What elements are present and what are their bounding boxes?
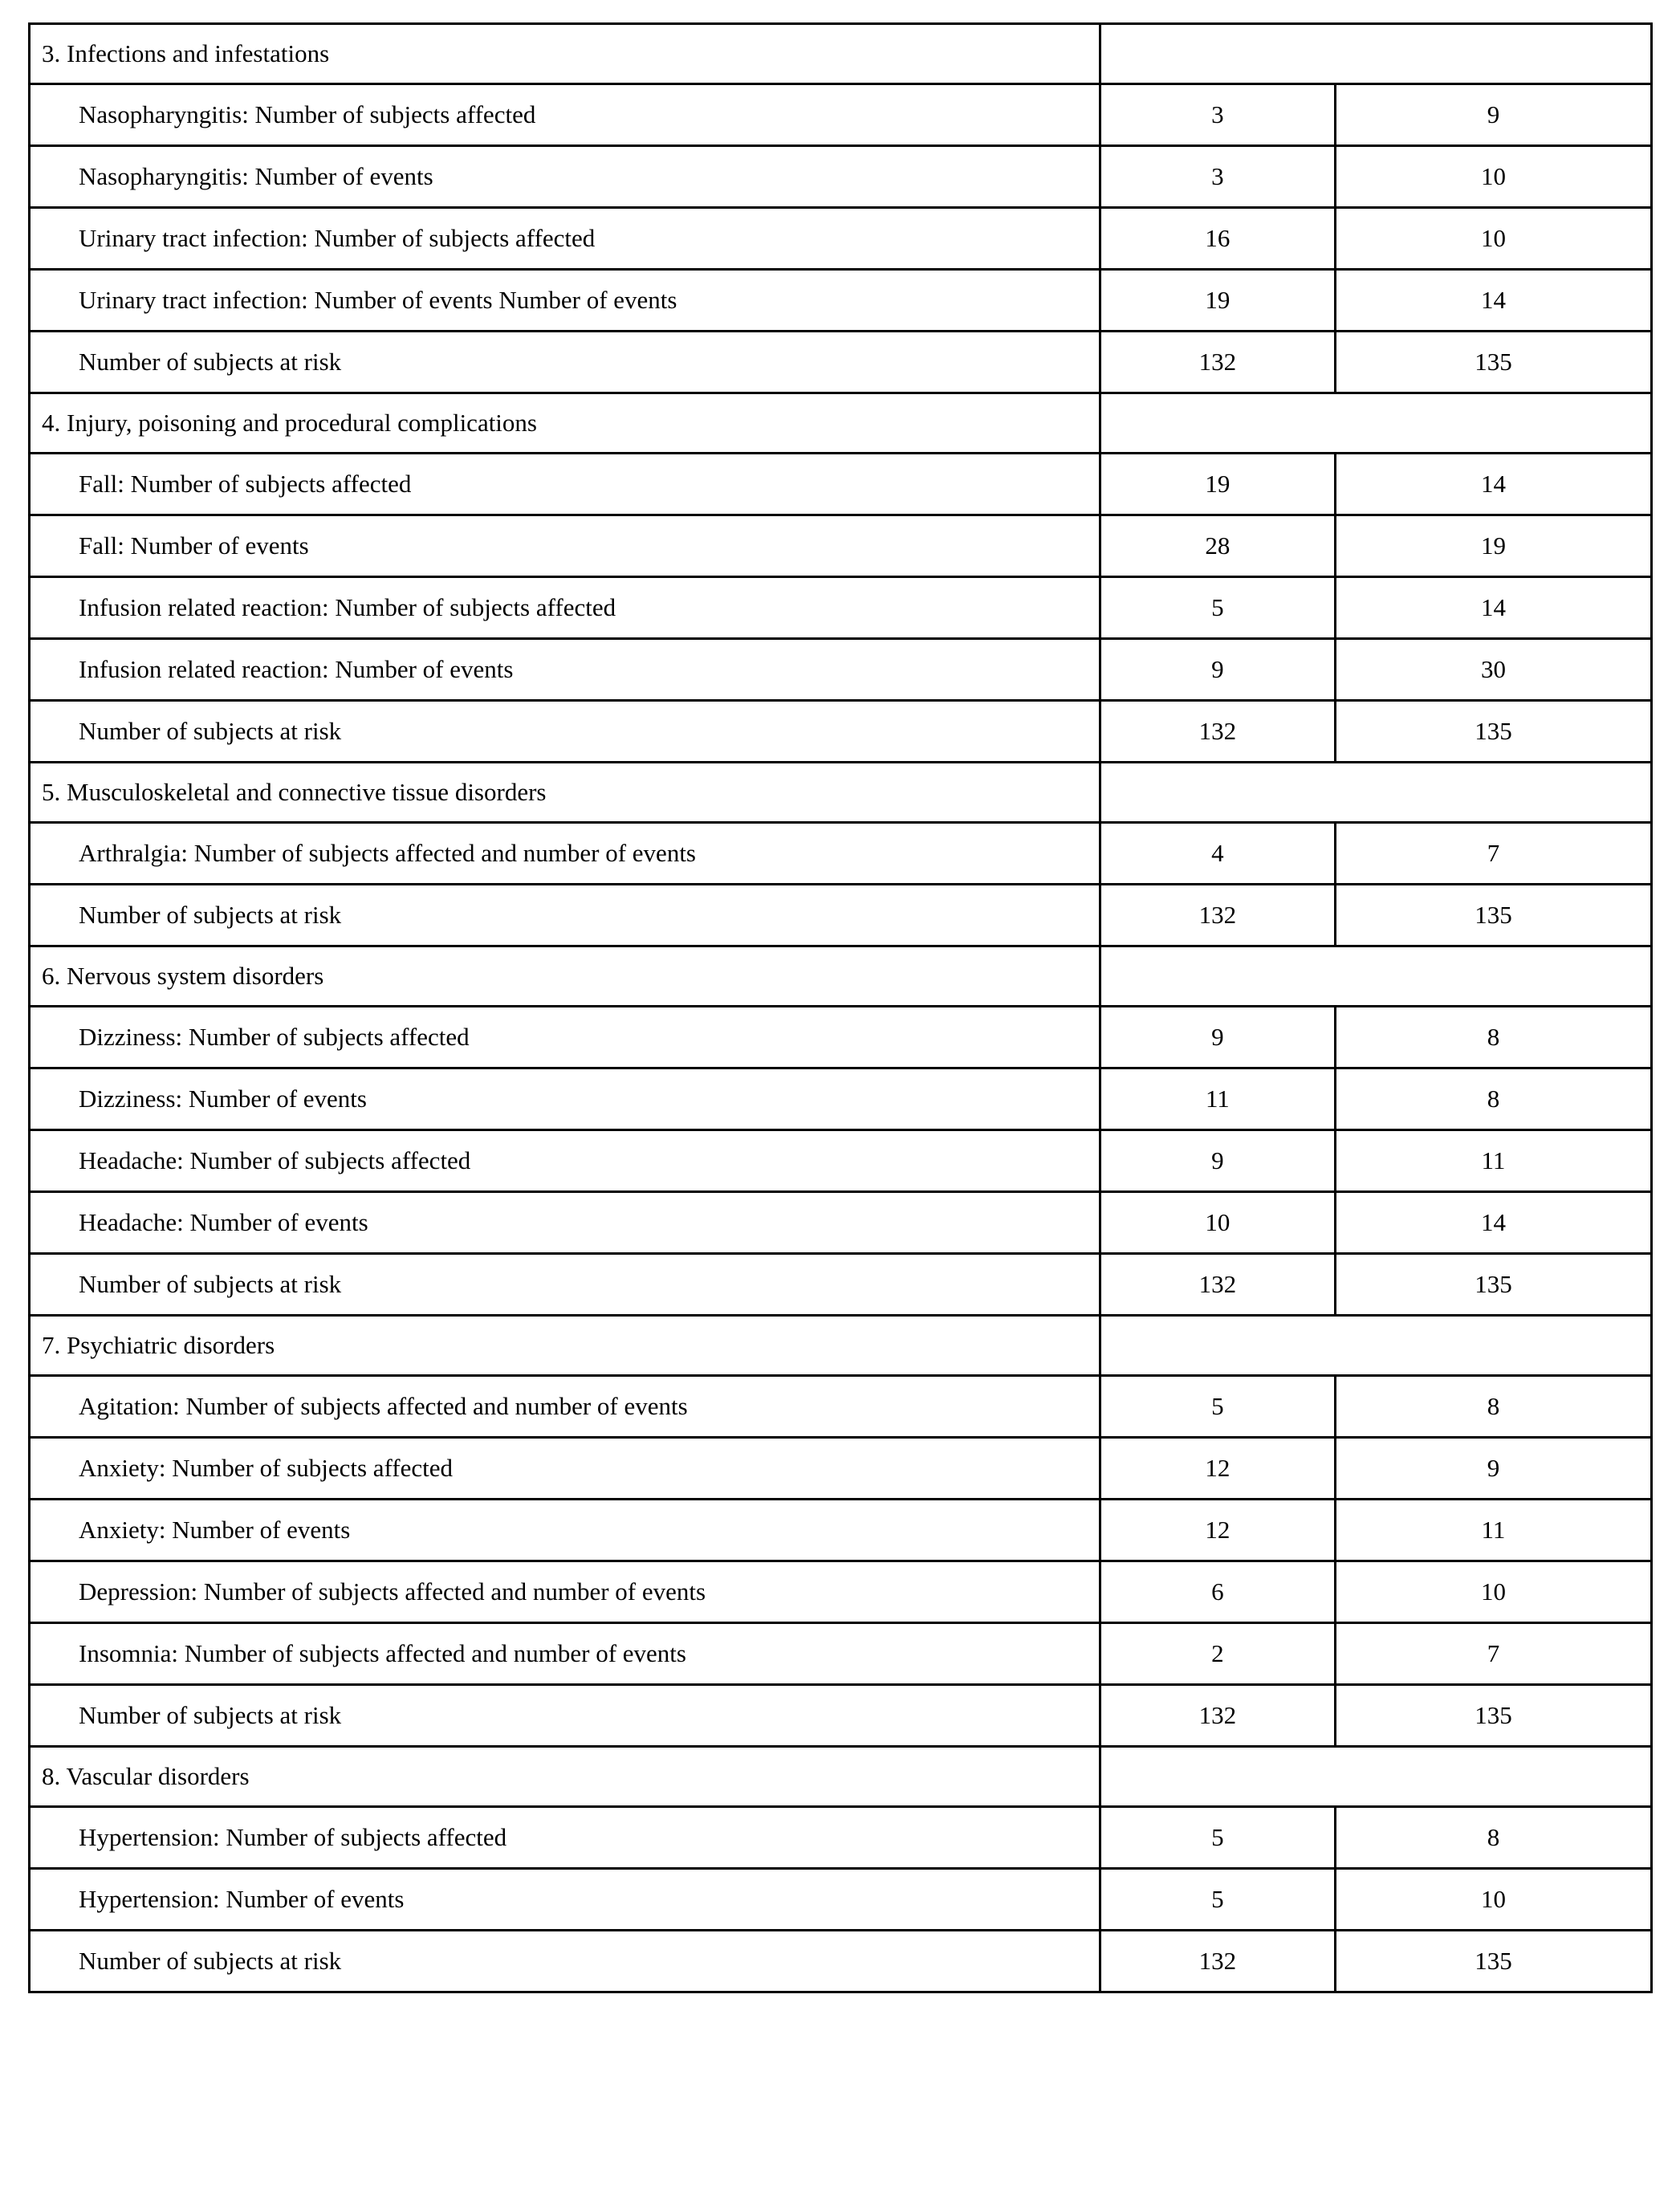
value-cell: 8 [1335,1807,1651,1869]
value-cell: 132 [1100,1685,1335,1747]
table-row [30,1254,1652,1316]
section-header-label: 6. Nervous system disorders [30,946,1100,1007]
row-label: Hypertension: Number of subjects affected [30,1807,1100,1869]
table-row [30,1438,1652,1500]
table-row [30,1192,1652,1254]
table-row [30,1685,1652,1747]
value-cell: 14 [1335,577,1651,639]
value-cell: 10 [1335,1869,1651,1931]
value-cell: 135 [1335,885,1651,946]
row-label: Dizziness: Number of events [30,1068,1100,1130]
row-label: Anxiety: Number of events [30,1500,1100,1561]
section-row [30,946,1652,1007]
row-label: Number of subjects at risk [30,885,1100,946]
value-cell: 14 [1335,1192,1651,1254]
value-cell: 135 [1335,1685,1651,1747]
value-cell: 10 [1335,208,1651,270]
table-row [30,1807,1652,1869]
row-label: Number of subjects at risk [30,332,1100,393]
table-row [30,701,1652,763]
table-row [30,1376,1652,1438]
section-row [30,1316,1652,1376]
value-cell: 10 [1100,1192,1335,1254]
table-row [30,885,1652,946]
section-row [30,393,1652,454]
adverse-events-table-container [28,22,1653,1993]
value-cell: 19 [1335,515,1651,577]
table-row [30,270,1652,332]
row-label: Fall: Number of events [30,515,1100,577]
section-row [30,763,1652,823]
value-cell: 10 [1335,146,1651,208]
value-cell: 7 [1335,823,1651,885]
value-cell: 135 [1335,701,1651,763]
value-cell: 135 [1335,332,1651,393]
section-header-label: 3. Infections and infestations [30,24,1100,84]
table-row [30,208,1652,270]
value-cell: 11 [1335,1500,1651,1561]
value-cell: 19 [1100,454,1335,515]
table-row [30,1623,1652,1685]
value-cell: 8 [1335,1376,1651,1438]
table-row [30,1931,1652,1992]
row-label: Anxiety: Number of subjects affected [30,1438,1100,1500]
row-label: Arthralgia: Number of subjects affected and number of events [30,823,1100,885]
table-row [30,146,1652,208]
value-cell: 11 [1100,1068,1335,1130]
section-empty-cell [1100,393,1651,454]
row-label: Number of subjects at risk [30,701,1100,763]
value-cell: 9 [1335,84,1651,146]
value-cell: 135 [1335,1254,1651,1316]
section-header-label: 5. Musculoskeletal and connective tissue disorders [30,763,1100,823]
row-label: Nasopharyngitis: Number of subjects affected [30,84,1100,146]
row-label: Depression: Number of subjects affected and number of events [30,1561,1100,1623]
value-cell: 9 [1100,1007,1335,1068]
row-label: Headache: Number of subjects affected [30,1130,1100,1192]
value-cell: 3 [1100,146,1335,208]
value-cell: 14 [1335,454,1651,515]
section-empty-cell [1100,1747,1651,1807]
row-label: Fall: Number of subjects affected [30,454,1100,515]
value-cell: 132 [1100,701,1335,763]
table-row [30,577,1652,639]
table-row [30,1068,1652,1130]
section-header-label: 8. Vascular disorders [30,1747,1100,1807]
section-header-label: 4. Injury, poisoning and procedural complications [30,393,1100,454]
table-row [30,515,1652,577]
value-cell: 30 [1335,639,1651,701]
row-label: Dizziness: Number of subjects affected [30,1007,1100,1068]
section-empty-cell [1100,946,1651,1007]
value-cell: 28 [1100,515,1335,577]
section-row [30,24,1652,84]
row-label: Number of subjects at risk [30,1931,1100,1992]
row-label: Urinary tract infection: Number of subjects affected [30,208,1100,270]
value-cell: 135 [1335,1931,1651,1992]
section-empty-cell [1100,1316,1651,1376]
table-row [30,84,1652,146]
table-row [30,1007,1652,1068]
table-body [30,24,1652,1992]
row-label: Agitation: Number of subjects affected and number of events [30,1376,1100,1438]
value-cell: 6 [1100,1561,1335,1623]
table-row [30,1130,1652,1192]
value-cell: 132 [1100,885,1335,946]
row-label: Hypertension: Number of events [30,1869,1100,1931]
value-cell: 4 [1100,823,1335,885]
value-cell: 10 [1335,1561,1651,1623]
section-empty-cell [1100,24,1651,84]
section-row [30,1747,1652,1807]
value-cell: 9 [1100,639,1335,701]
table-row [30,454,1652,515]
row-label: Headache: Number of events [30,1192,1100,1254]
row-label: Number of subjects at risk [30,1254,1100,1316]
value-cell: 132 [1100,1931,1335,1992]
value-cell: 5 [1100,1807,1335,1869]
adverse-events-table [28,22,1653,1993]
row-label: Insomnia: Number of subjects affected and number of events [30,1623,1100,1685]
value-cell: 7 [1335,1623,1651,1685]
value-cell: 9 [1335,1438,1651,1500]
table-row [30,1869,1652,1931]
value-cell: 11 [1335,1130,1651,1192]
table-row [30,1500,1652,1561]
section-empty-cell [1100,763,1651,823]
value-cell: 8 [1335,1068,1651,1130]
value-cell: 2 [1100,1623,1335,1685]
value-cell: 3 [1100,84,1335,146]
value-cell: 5 [1100,1869,1335,1931]
row-label: Number of subjects at risk [30,1685,1100,1747]
row-label: Infusion related reaction: Number of subjects affected [30,577,1100,639]
table-row [30,639,1652,701]
value-cell: 14 [1335,270,1651,332]
value-cell: 19 [1100,270,1335,332]
value-cell: 16 [1100,208,1335,270]
table-row [30,823,1652,885]
section-header-label: 7. Psychiatric disorders [30,1316,1100,1376]
row-label: Nasopharyngitis: Number of events [30,146,1100,208]
value-cell: 12 [1100,1438,1335,1500]
row-label: Urinary tract infection: Number of events Number of events [30,270,1100,332]
row-label: Infusion related reaction: Number of events [30,639,1100,701]
table-row [30,332,1652,393]
value-cell: 132 [1100,1254,1335,1316]
value-cell: 12 [1100,1500,1335,1561]
value-cell: 9 [1100,1130,1335,1192]
value-cell: 5 [1100,1376,1335,1438]
value-cell: 5 [1100,577,1335,639]
value-cell: 8 [1335,1007,1651,1068]
table-row [30,1561,1652,1623]
value-cell: 132 [1100,332,1335,393]
